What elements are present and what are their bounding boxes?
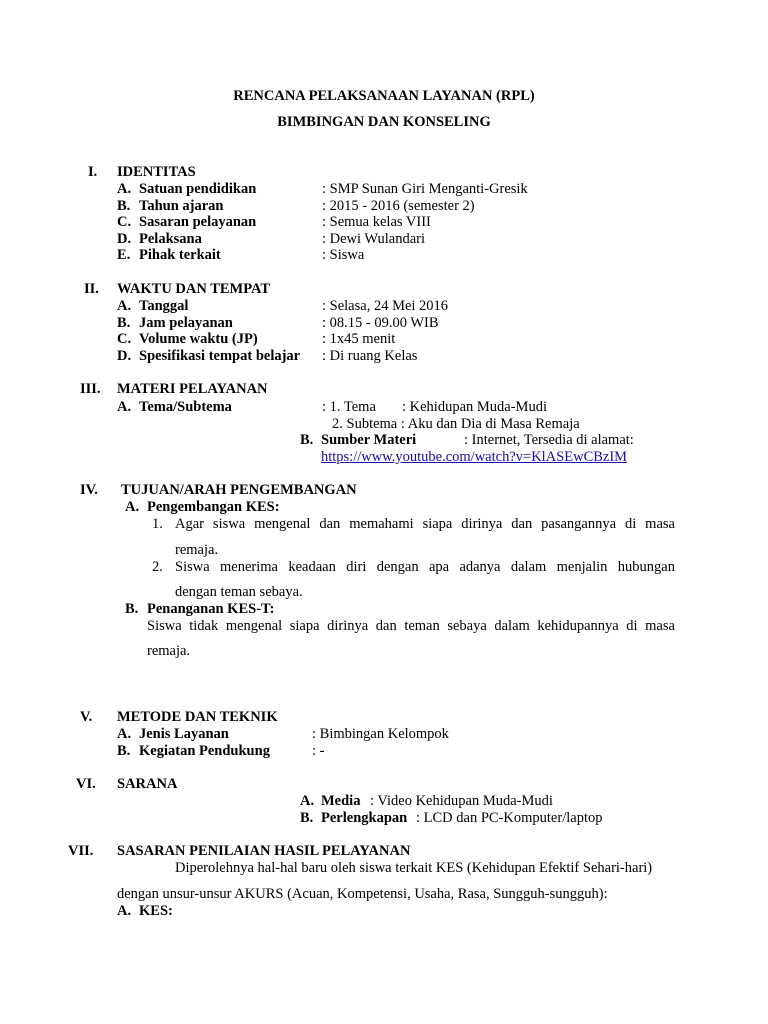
tema-subtema-label: Tema/Subtema — [139, 399, 232, 415]
word: tidak — [189, 618, 219, 634]
word: diri — [346, 559, 367, 575]
word: mengenal — [254, 516, 311, 532]
perlengkapan-label: Perlengkapan — [321, 810, 408, 826]
tujuan-item-1-line-1 — [175, 516, 675, 533]
list-number: 1. — [152, 516, 163, 532]
item-label: Pihak terkait — [139, 247, 221, 263]
section-6-number: VI. — [76, 776, 96, 792]
item-letter: A. — [117, 298, 132, 314]
item-letter: A. — [117, 399, 132, 415]
item-value: : Bimbingan Kelompok — [312, 726, 449, 742]
word: adanya — [459, 559, 501, 575]
tema-value: : Kehidupan Muda-Mudi — [402, 399, 547, 415]
word: siapa — [422, 516, 453, 532]
item-value: : Siswa — [322, 247, 365, 263]
penanganan-line-1 — [147, 618, 675, 635]
item-value: : - — [312, 743, 325, 759]
word: mengenal — [225, 618, 283, 634]
item-label: Jenis Layanan — [139, 726, 229, 742]
item-label: Volume waktu (JP) — [139, 331, 258, 347]
word: masa — [645, 516, 675, 532]
kes-label: KES: — [139, 903, 173, 919]
item-letter: D. — [117, 348, 132, 364]
item-value: : Di ruang Kelas — [322, 348, 418, 364]
item-letter: C. — [117, 214, 132, 230]
item-letter: A. — [300, 793, 315, 809]
document-title: RENCANA PELAKSANAAN LAYANAN (RPL) — [233, 88, 535, 104]
item-value: : 2015 - 2016 (semester 2) — [322, 198, 475, 214]
item-label: Pelaksana — [139, 231, 202, 247]
item-value: : SMP Sunan Giri Menganti-Gresik — [322, 181, 528, 197]
sasaran-paragraph-line-1: Diperolehnya hal-hal baru oleh siswa terkait KES (Kehidupan Efektif Sehari-hari) — [175, 860, 653, 876]
document-subtitle: BIMBINGAN DAN KONSELING — [277, 114, 491, 130]
item-label: Tahun ajaran — [139, 198, 224, 214]
sumber-materi-value: : Internet, Tersedia di alamat: — [464, 432, 634, 448]
section-3-number: III. — [80, 381, 101, 397]
word: dirinya — [327, 618, 369, 634]
tujuan-item-2-line-1 — [175, 559, 675, 576]
list-number: 2. — [152, 559, 163, 575]
word: pasangannya — [541, 516, 617, 532]
word: masa — [645, 618, 675, 634]
tujuan-item-1-line-2: remaja. — [175, 542, 219, 558]
word: dengan — [376, 559, 419, 575]
word: dalam — [510, 559, 547, 575]
item-value: : 1x45 menit — [322, 331, 396, 347]
word: dalam — [494, 618, 530, 634]
item-letter: D. — [117, 231, 132, 247]
item-letter: B. — [117, 743, 131, 759]
word: Agar — [175, 516, 204, 532]
tujuan-item-2-line-2: dengan teman sebaya. — [175, 584, 303, 600]
item-letter: E. — [117, 247, 131, 263]
subtema-line: 2. Subtema : Aku dan Dia di Masa Remaja — [332, 416, 580, 432]
word: Siswa — [175, 559, 210, 575]
word: menjalin — [556, 559, 608, 575]
item-label: Jam pelayanan — [139, 315, 233, 331]
section-4-heading: TUJUAN/ARAH PENGEMBANGAN — [121, 482, 357, 498]
item-letter: C. — [117, 331, 132, 347]
item-letter: B. — [125, 601, 139, 617]
word: kehidupannya — [537, 618, 619, 634]
section-2-number: II. — [84, 281, 99, 297]
section-7-heading: SASARAN PENILAIAN HASIL PELAYANAN — [117, 843, 411, 859]
word: memahami — [349, 516, 414, 532]
section-7-number: VII. — [68, 843, 94, 859]
section-5-number: V. — [80, 709, 93, 725]
item-letter: B. — [300, 810, 314, 826]
section-6-heading: SARANA — [117, 776, 178, 792]
word: siswa — [212, 516, 246, 532]
penanganan-line-2: remaja. — [147, 643, 191, 659]
item-letter: A. — [125, 499, 140, 515]
word: hubungan — [617, 559, 675, 575]
item-label: Satuan pendidikan — [139, 181, 257, 197]
word: dan — [319, 516, 341, 532]
word: menerima — [220, 559, 278, 575]
section-4-number: IV. — [80, 482, 98, 498]
item-letter: B. — [300, 432, 314, 448]
item-value: : Selasa, 24 Mei 2016 — [322, 298, 449, 314]
word: dan — [375, 618, 397, 634]
item-letter: A. — [117, 181, 132, 197]
pengembangan-kes-label: Pengembangan KES: — [147, 499, 280, 515]
sasaran-paragraph-line-2: dengan unsur-unsur AKURS (Acuan, Kompetensi, Usaha, Rasa, Sungguh-sungguh): — [117, 886, 608, 902]
word: Siswa — [147, 618, 182, 634]
item-label: Spesifikasi tempat belajar — [139, 348, 301, 364]
item-value: : Semua kelas VIII — [322, 214, 431, 230]
item-letter: B. — [117, 198, 131, 214]
item-value: : 08.15 - 09.00 WIB — [322, 315, 439, 331]
sumber-materi-label: Sumber Materi — [321, 432, 417, 448]
word: di — [626, 618, 638, 634]
word: apa — [428, 559, 450, 575]
media-value: : Video Kehidupan Muda-Mudi — [370, 793, 553, 809]
word: sebaya — [447, 618, 487, 634]
item-label: Sasaran pelayanan — [139, 214, 257, 230]
youtube-link[interactable]: https://www.youtube.com/watch?v=KlASEwCBzIM — [321, 449, 628, 465]
item-letter: A. — [117, 726, 132, 742]
section-3-heading: MATERI PELAYANAN — [117, 381, 268, 397]
media-label: Media — [321, 793, 361, 809]
word: dan — [511, 516, 533, 532]
item-value: : Dewi Wulandari — [322, 231, 426, 247]
word: di — [624, 516, 637, 532]
section-2-heading: WAKTU DAN TEMPAT — [117, 281, 271, 297]
section-1-heading: IDENTITAS — [117, 164, 196, 180]
word: dirinya — [461, 516, 503, 532]
word: keadaan — [288, 559, 336, 575]
item-letter: B. — [117, 315, 131, 331]
section-1-number: I. — [88, 164, 98, 180]
item-label: Tanggal — [139, 298, 189, 314]
word: teman — [404, 618, 440, 634]
item-label: Kegiatan Pendukung — [139, 743, 270, 759]
item-letter: A. — [117, 903, 132, 919]
perlengkapan-value: : LCD dan PC-Komputer/laptop — [416, 810, 603, 826]
tema-number: : 1. Tema — [322, 399, 376, 415]
penanganan-kes-t-label: Penanganan KES-T: — [147, 601, 275, 617]
section-5-heading: METODE DAN TEKNIK — [117, 709, 278, 725]
word: siapa — [289, 618, 320, 634]
